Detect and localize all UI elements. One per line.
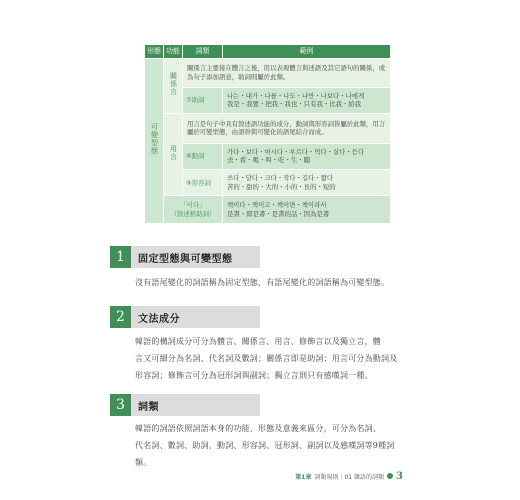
function-predicate-label: 用言 [169,145,178,162]
table-row [145,59,391,88]
copula-korean: 책이다・책이고・책이면・책이라서 [227,201,327,210]
adjective-chinese: 苦的・甜的・大的・小的・長的・短的 [227,182,336,191]
particle-chinese: 我是・我要・把我・我也・只有我・比我・給我 [227,100,362,109]
particle-korean: 나는・내가・나를・나도・나만・나보다・나에게 [227,91,365,100]
function-relational-cell [164,59,183,114]
section-2-paragraph [135,333,397,384]
function-predicate-cell [164,113,183,195]
paragraph-line: 類。 [135,458,152,467]
footer-text: 詞類規則｜01 韓語的詞類 [314,473,385,481]
table-header-row [145,45,391,59]
header-example: 範例 [223,45,391,59]
copula-sub: （敘述格助詞） [170,209,216,218]
paragraph-line: 代名詞、數詞、助詞、動詞、形容詞、冠形詞、副詞以及感嘆詞等9種詞 [135,441,395,450]
adjective-examples [223,170,391,196]
particle-examples [223,87,391,113]
particle-name: ⑦助詞 [183,87,223,113]
table-row [145,113,391,143]
section-title: 文法成分 [131,306,260,328]
paragraph-line: 言又可細分為名詞、代名詞及數詞；關係言即是助詞；用言可分為動詞及 [135,354,398,363]
morph-label: 可變型態 [150,123,159,156]
function-relational-label: 關係言 [169,72,178,97]
verb-name: ⑧動詞 [183,143,223,169]
copula-cell [164,196,223,224]
page-number: 3 [396,470,403,482]
verb-korean: 가다・보다・마시다・부르다・먹다・살다・듣다 [227,147,365,156]
paragraph-line: 形容詞；修飾言可分為冠形詞與副詞；獨立言則只有感嘆詞一種。 [135,371,373,380]
table-row [145,196,391,224]
adjective-name: ⑨形容詞 [183,170,223,196]
section-1-paragraph [135,274,397,291]
bullet-dot-icon [387,473,393,479]
page-footer [268,470,403,482]
section-heading-3 [110,394,260,416]
section-3-paragraph [135,420,397,471]
predicate-description: 用言是句子中具有敘述語功能的成分，動詞與形容詞皆屬於此類，用言屬於可變型態，由語幹與可變化的語尾結合而成。 [183,113,391,143]
adjective-korean: 쓰다・달다・크다・작다・길다・짧다 [227,174,334,183]
paragraph-line: 沒有語尾變化的詞語稱為固定型態，有語尾變化的詞語稱為可變型態。 [135,278,390,287]
copula-name: 「이다」 [180,201,206,210]
section-number: 1 [110,246,131,268]
header-function: 功能 [164,45,183,59]
footer-chapter: 第1章 [295,473,312,481]
header-morph: 形態 [145,45,164,59]
copula-examples [223,196,391,224]
header-word-class: 詞類 [183,45,223,59]
verb-chinese: 去・看・喝・叫・吃・生・聽 [227,156,311,165]
section-number: 3 [110,394,131,416]
section-heading-1 [110,246,260,268]
verb-examples [223,143,391,169]
relational-description: 關係言主要接在體言之後，用以表現體言與述語及其它語句的關係，或為句子添加語意，助詞則屬於此類。 [183,59,391,88]
section-heading-2 [110,306,260,328]
section-number: 2 [110,306,131,328]
section-title: 固定型態與可變型態 [131,246,260,268]
morph-cell [145,59,164,224]
word-class-table [144,44,391,224]
paragraph-line: 韓語的構詞成分可分為體言、關係言、用言、修飾言以及獨立言，體 [135,337,381,346]
section-title: 詞類 [131,394,260,416]
paragraph-line: 韓語的詞語依照詞語本身的功能、形態及意義來區分，可分為名詞、 [135,424,381,433]
copula-chinese: 是書・即是書・是書的話・因為是書 [227,209,330,218]
